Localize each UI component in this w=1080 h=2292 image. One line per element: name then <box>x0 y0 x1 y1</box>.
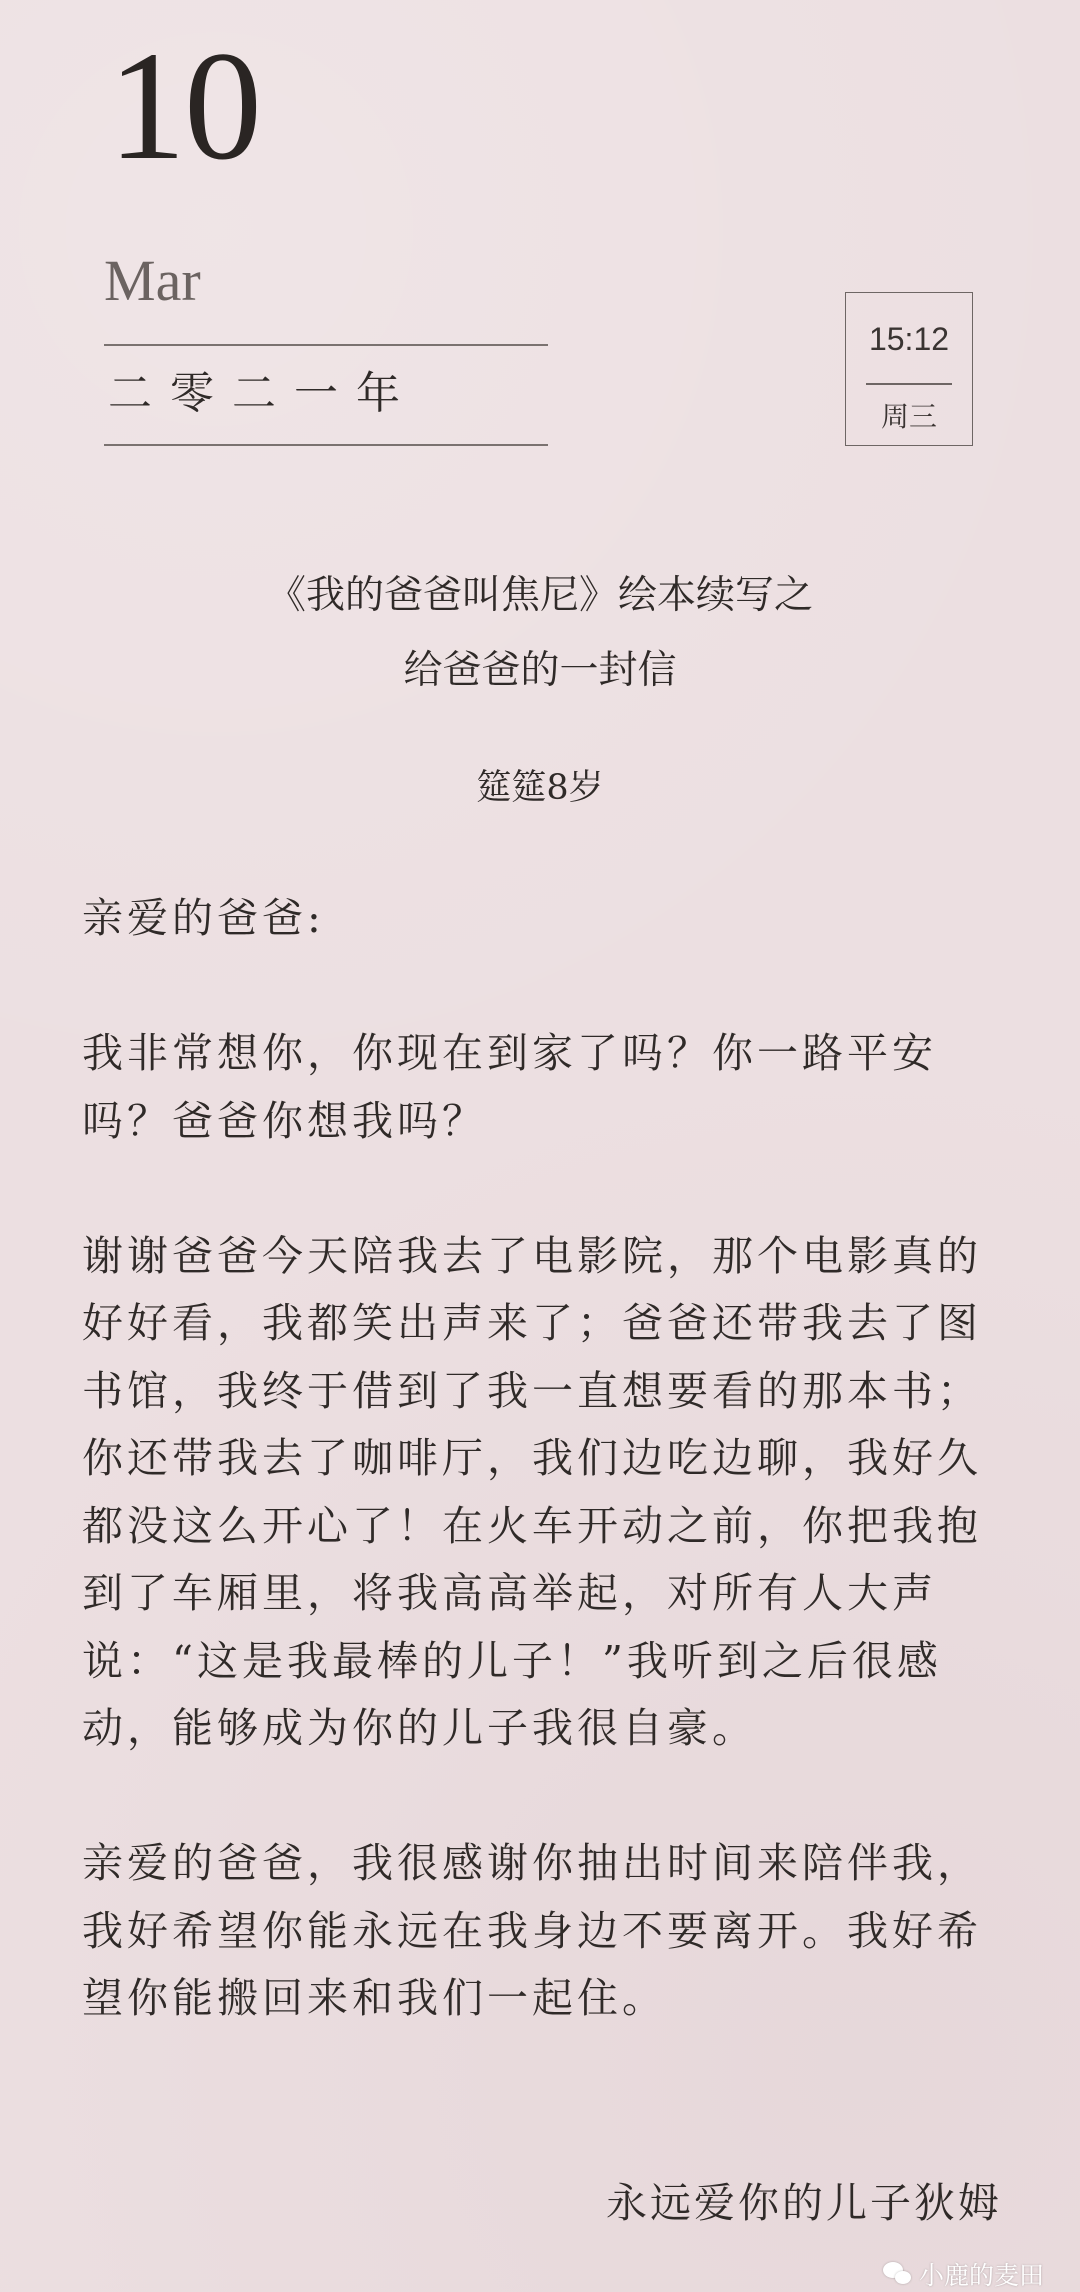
wechat-icon <box>883 2262 913 2286</box>
weekday-label: 周三 <box>880 400 937 433</box>
date-year: 二零二一年 <box>108 368 418 419</box>
letter-paragraph-1: 我非常想你，你现在到家了吗？你一路平安吗？爸爸你想我吗？ <box>82 1029 937 1145</box>
time-divider <box>866 383 952 385</box>
letter-title <box>0 558 1080 708</box>
title-line-2: 给爸爸的一封信 <box>403 648 677 693</box>
time-box <box>845 292 973 446</box>
letter-paragraph-3: 亲爱的爸爸，我很感谢你抽出时间来陪伴我，我好希望你能永远在我身边不要离开。我好希望你能搬回来和我们一起住。 <box>82 1839 982 2022</box>
letter-signature: 永远爱你的儿子狄姆 <box>606 2179 1002 2227</box>
divider-bottom <box>104 444 548 446</box>
author-label: 筵筵8岁 <box>476 768 604 808</box>
watermark <box>883 2256 1044 2292</box>
date-day: 10 <box>108 19 260 192</box>
title-line-1: 《我的爸爸叫焦尼》绘本续写之 <box>266 573 813 618</box>
letter-paragraph-2: 谢谢爸爸今天陪我去了电影院，那个电影真的好好看，我都笑出声来了；爸爸还带我去了图书馆，我终于借到了我一直想要看的那本书；你还带我去了咖啡厅，我们边吃边聊，我好久都没这么开心了！在火车开动之前，你把我抱到了车厢里，将我高高举起，对所有人大声说：“这是我最棒的儿子！”我听到之后很感动，能够成为你的儿子我很自豪。 <box>82 1231 982 1752</box>
date-month: Mar <box>104 248 201 313</box>
letter-body <box>82 885 982 2100</box>
watermark-text: 小鹿的麦田 <box>918 2262 1044 2290</box>
time-label: 15:12 <box>868 321 950 357</box>
divider-top <box>104 344 548 346</box>
letter-greeting: 亲爱的爸爸: <box>82 894 325 942</box>
